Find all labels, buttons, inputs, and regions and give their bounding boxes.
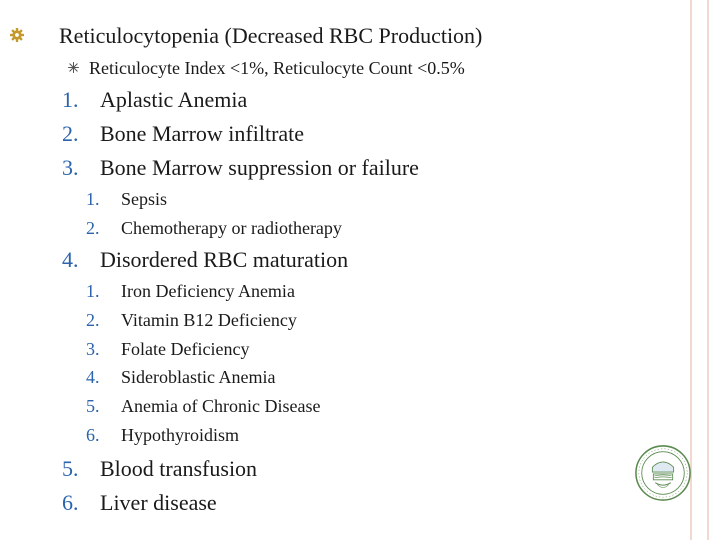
list-item (62, 247, 348, 273)
gear-icon (10, 28, 24, 42)
sub-list-item-text: Folate Deficiency (121, 339, 250, 359)
list-item-text: Bone Marrow infiltrate (100, 121, 305, 146)
sub-list-item-number: 6. (86, 425, 100, 445)
sub-list-item-number: 1. (86, 189, 100, 209)
list-item-number: 4. (62, 247, 79, 272)
star-burst-icon (68, 62, 79, 73)
list-item-number: 3. (62, 155, 79, 180)
list-item-text: Bone Marrow suppression or failure (100, 155, 419, 180)
list-item-text: Blood transfusion (100, 456, 258, 481)
list-item (62, 155, 419, 181)
sub-list-item-text: Chemotherapy or radiotherapy (121, 218, 342, 238)
sub-list-item (86, 218, 342, 239)
sub-list-item-number: 5. (86, 396, 100, 416)
list-item-number: 2. (62, 121, 79, 146)
list-item (62, 490, 217, 516)
sub-list-item-text: Vitamin B12 Deficiency (121, 310, 297, 330)
sub-list-item (86, 339, 249, 360)
list-item-number: 6. (62, 490, 79, 515)
sub-list-item (86, 310, 297, 331)
sub-list-item-text: Sideroblastic Anemia (121, 367, 276, 387)
list-item-number: 1. (62, 87, 79, 112)
list-item (62, 121, 304, 147)
list-item-text: Liver disease (100, 490, 217, 515)
list-item (62, 456, 257, 482)
sub-list-item-text: Iron Deficiency Anemia (121, 281, 295, 301)
heading-row (10, 21, 482, 51)
sub-list-item-text: Anemia of Chronic Disease (121, 396, 321, 416)
subheading-row (68, 56, 465, 80)
sub-list-item (86, 281, 295, 302)
sub-list-item (86, 425, 239, 446)
university-seal-logo (634, 444, 692, 502)
list-item-number: 5. (62, 456, 79, 481)
sub-list-item (86, 396, 320, 417)
sub-list-item-text: Sepsis (121, 189, 168, 209)
sub-list-item-text: Hypothyroidism (121, 425, 240, 445)
sub-list-item-number: 3. (86, 339, 100, 359)
slide-subheading: Reticulocyte Index <1%, Reticulocyte Count <0.5% (89, 58, 465, 78)
decorative-border-right (707, 0, 709, 540)
sub-list-item-number: 2. (86, 310, 100, 330)
sub-list-item-number: 4. (86, 367, 100, 387)
slide-heading: Reticulocytopenia (Decreased RBC Production) (59, 23, 483, 48)
sub-list-item-number: 2. (86, 218, 100, 238)
list-item (62, 87, 247, 113)
list-item-text: Disordered RBC maturation (100, 247, 349, 272)
sub-list-item (86, 189, 167, 210)
sub-list-item-number: 1. (86, 281, 100, 301)
list-item-text: Aplastic Anemia (100, 87, 248, 112)
sub-list-item (86, 367, 275, 388)
